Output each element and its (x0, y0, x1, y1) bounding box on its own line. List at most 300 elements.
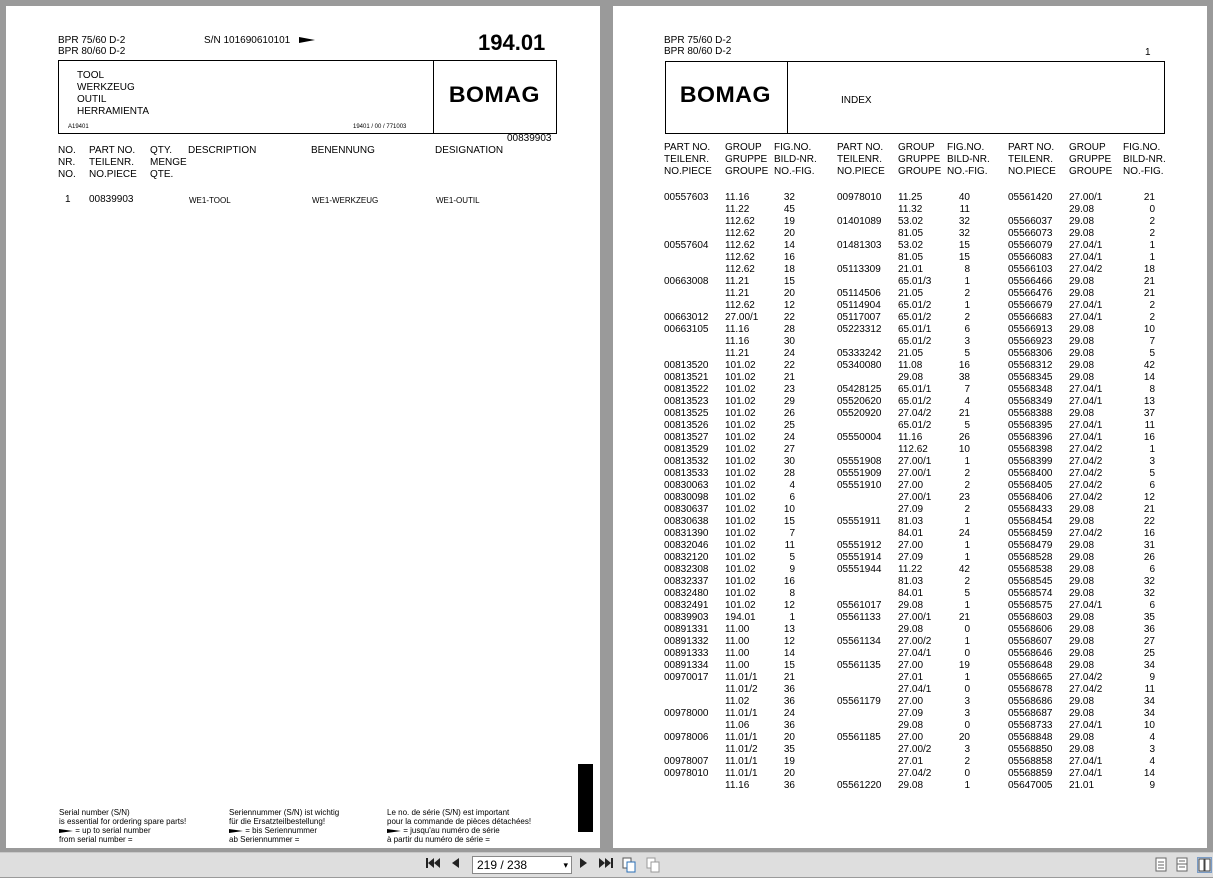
index-group: 11.16 (725, 780, 750, 791)
header-part-de: TEILENR. (89, 157, 135, 168)
index-group: 27.04/1 (1069, 768, 1103, 779)
index-part-no: 05561134 (837, 636, 881, 647)
index-header-group-line: GROUPE (725, 166, 769, 177)
footer-de (229, 808, 339, 844)
index-fig-no: 20 (783, 228, 795, 239)
two-page-view-icon[interactable] (1197, 857, 1212, 873)
page-number: 1 (1145, 47, 1151, 58)
index-group: 27.04/1 (1069, 396, 1103, 407)
index-group: 21.01 (898, 264, 924, 275)
index-fig-no: 1 (964, 552, 970, 563)
index-group: 29.08 (1069, 216, 1095, 227)
index-fig-no: 30 (783, 336, 795, 347)
index-fig-no: 16 (958, 360, 970, 371)
index-fig-no: 7 (1149, 336, 1155, 347)
index-group: 112.62 (725, 216, 755, 227)
index-header-group-line: GROUPE (898, 166, 942, 177)
index-header-part (837, 142, 885, 178)
index-fig-no: 16 (783, 576, 795, 587)
index-fig-no: 11 (959, 204, 970, 215)
index-part-no: 05566923 (1008, 336, 1053, 347)
index-fig-no: 2 (964, 756, 970, 767)
index-part-no: 05568545 (1008, 576, 1053, 587)
arrow-right-icon (387, 829, 401, 833)
index-group: 29.08 (1069, 516, 1095, 527)
index-fig-no: 30 (783, 456, 795, 467)
index-group: 29.08 (1069, 276, 1095, 287)
index-group: 112.62 (725, 300, 755, 311)
header-qty-de: MENGE (150, 157, 187, 168)
index-group: 27.00/1 (898, 456, 932, 467)
index-group: 81.05 (898, 228, 924, 239)
index-part-no: 05551944 (837, 564, 882, 575)
index-group: 29.08 (1069, 648, 1095, 659)
index-header-fig-line: BILD-NR. (1123, 154, 1166, 165)
index-group: 101.02 (725, 420, 756, 431)
footer-de-3 (229, 826, 339, 835)
index-header-fig-line: FIG.NO. (947, 142, 985, 153)
footer-en-4-text: from serial number = (59, 835, 133, 844)
index-fig-no: 1 (964, 600, 970, 611)
footer-de-1: Seriennummer (S/N) ist wichtig (229, 808, 340, 817)
index-fig-no: 21 (958, 612, 970, 623)
index-part-no: 00891334 (664, 660, 709, 671)
index-part-no: 05568538 (1008, 564, 1053, 575)
index-part-no: 00813527 (664, 432, 709, 443)
index-fig-no: 22 (783, 312, 795, 323)
index-fig-no: 10 (783, 504, 795, 515)
index-part-no: 00832046 (664, 540, 709, 551)
index-group: 29.08 (1069, 504, 1095, 515)
index-fig-no: 35 (1143, 612, 1155, 623)
index-group: 53.02 (898, 240, 924, 251)
index-header-group-line: GROUPE (1069, 166, 1113, 177)
index-group: 101.02 (725, 516, 756, 527)
first-page-icon[interactable] (425, 856, 441, 874)
row-part: 00839903 (89, 194, 134, 205)
index-part-no: 05568686 (1008, 696, 1053, 707)
index-header-part-line: NO.PIECE (664, 166, 712, 177)
single-page-view-icon[interactable] (1155, 857, 1169, 873)
index-part-no: 05568399 (1008, 456, 1053, 467)
index-group: 29.08 (1069, 744, 1095, 755)
index-fig-no: 9 (1149, 780, 1155, 791)
index-fig-no: 21 (783, 372, 795, 383)
model-line-2: BPR 80/60 D-2 (664, 46, 732, 57)
footer-de-2: für die Ersatzteilbestellung! (229, 817, 326, 826)
page-number: 194.01 (478, 30, 546, 55)
index-group: 27.04/1 (898, 648, 932, 659)
last-page-icon[interactable] (598, 856, 614, 874)
index-fig-no: 19 (783, 756, 795, 767)
index-part-no: 00813529 (664, 444, 709, 455)
index-fig-no: 15 (958, 252, 970, 263)
index-fig-no: 2 (964, 504, 970, 515)
header-part-fr: NO.PIECE (89, 169, 137, 180)
index-group: 101.02 (725, 588, 756, 599)
index-group: 29.08 (1069, 708, 1095, 719)
index-group: 29.08 (898, 720, 924, 731)
index-fig-no: 2 (1149, 300, 1155, 311)
index-group: 27.00/1 (898, 492, 932, 503)
index-part-no: 00663008 (664, 276, 709, 287)
index-group: 112.62 (725, 252, 755, 263)
row-designation: WE1-OUTIL (436, 196, 480, 205)
index-part-no: 05568454 (1008, 516, 1053, 527)
index-fig-no: 14 (1143, 372, 1155, 383)
index-group: 29.08 (1069, 624, 1095, 635)
index-fig-no: 6 (1149, 480, 1155, 491)
index-group: 27.00 (898, 732, 924, 743)
index-group: 27.04/2 (1069, 480, 1103, 491)
index-group: 29.08 (1069, 360, 1095, 371)
index-fig-no: 36 (1143, 624, 1155, 635)
index-part-no: 05551911 (837, 516, 881, 527)
index-group: 27.00 (898, 480, 924, 491)
index-part-no: 05568646 (1008, 648, 1053, 659)
header-designation: DESIGNATION (435, 145, 504, 156)
index-group: 101.02 (725, 456, 756, 467)
model-line-1: BPR 75/60 D-2 (58, 35, 126, 46)
index-fig-no: 32 (1143, 576, 1155, 587)
index-fig-no: 21 (1143, 276, 1155, 287)
index-part-no: 05568479 (1008, 540, 1053, 551)
index-group: 27.00 (898, 540, 924, 551)
index-part-no: 00978006 (664, 732, 709, 743)
index-part-no: 05566476 (1008, 288, 1053, 299)
index-group: 101.02 (725, 504, 756, 515)
index-header-part-line: NO.PIECE (837, 166, 885, 177)
index-part-no: 00813521 (664, 372, 709, 383)
footer-fr-3 (387, 826, 531, 835)
index-part-no: 05568406 (1008, 492, 1053, 503)
index-part-no: 05561179 (837, 696, 881, 707)
index-group: 11.21 (725, 288, 750, 299)
model-line-1: BPR 75/60 D-2 (664, 35, 732, 46)
index-fig-no: 38 (958, 372, 970, 383)
index-part-no: 05568607 (1008, 636, 1053, 647)
index-fig-no: 14 (783, 240, 795, 251)
header-benennung: BENENNUNG (311, 145, 375, 156)
footer-fr (387, 808, 531, 844)
index-fig-no: 15 (783, 516, 795, 527)
index-group: 101.02 (725, 492, 756, 503)
index-part-no: 05568848 (1008, 732, 1053, 743)
index-group: 27.04/2 (1069, 444, 1103, 455)
index-group: 27.01 (898, 756, 924, 767)
index-fig-no: 19 (783, 216, 795, 227)
index-header-fig (1123, 142, 1166, 178)
header-part (89, 145, 137, 181)
box-code-left: A19401 (68, 124, 89, 130)
index-fig-no: 15 (783, 276, 795, 287)
index-group: 29.08 (898, 624, 924, 635)
index-group: 27.04/2 (1069, 468, 1103, 479)
index-part-no: 05566683 (1008, 312, 1053, 323)
next-page-icon[interactable] (578, 856, 590, 874)
index-fig-no: 3 (964, 744, 970, 755)
index-group: 21.05 (898, 348, 924, 359)
footer-fr-4 (387, 835, 531, 844)
index-group: 101.02 (725, 408, 756, 419)
index-part-no: 05551914 (837, 552, 882, 563)
index-group: 11.22 (725, 204, 750, 215)
title-en: TOOL (77, 70, 105, 81)
index-group: 27.04/2 (1069, 672, 1103, 683)
footer-fr-3-text: = jusqu'au numéro de série (403, 826, 500, 835)
index-fig-no: 3 (1149, 456, 1155, 467)
index-part-no: 00832308 (664, 564, 709, 575)
index-fig-no: 5 (964, 588, 970, 599)
index-fig-no: 24 (958, 528, 970, 539)
index-group: 29.08 (1069, 636, 1095, 647)
index-group: 11.25 (898, 192, 923, 203)
index-part-no: 05568606 (1008, 624, 1053, 635)
index-group: 27.04/2 (1069, 528, 1103, 539)
index-fig-no: 0 (964, 768, 970, 779)
index-fig-no: 34 (1143, 708, 1155, 719)
index-group: 27.09 (898, 708, 924, 719)
index-group: 29.08 (1069, 660, 1095, 671)
index-fig-no: 32 (783, 192, 795, 203)
index-fig-no: 10 (958, 444, 970, 455)
page-number-display: 219 / 238 (477, 858, 528, 872)
index-fig-no: 24 (783, 708, 795, 719)
index-group: 112.62 (898, 444, 928, 455)
index-part-no: 00831390 (664, 528, 709, 539)
index-fig-no: 14 (1143, 768, 1155, 779)
index-group: 101.02 (725, 480, 756, 491)
index-fig-no: 2 (1149, 216, 1155, 227)
index-group: 11.01/1 (725, 768, 758, 779)
index-group: 27.00/1 (725, 312, 759, 323)
index-fig-no: 21 (958, 408, 970, 419)
index-group: 101.02 (725, 396, 756, 407)
index-group: 11.22 (898, 564, 923, 575)
index-group: 11.16 (725, 336, 750, 347)
index-fig-no: 2 (964, 576, 970, 587)
index-group: 27.04/1 (1069, 432, 1103, 443)
index-part-no: 00663012 (664, 312, 709, 323)
index-group: 29.08 (1069, 576, 1095, 587)
index-part-no: 05568405 (1008, 480, 1053, 491)
fit-page-icon[interactable] (646, 857, 660, 873)
footer-de-4 (229, 835, 339, 844)
index-group: 11.21 (725, 348, 750, 359)
index-part-no: 05340080 (837, 360, 882, 371)
viewer-toolbar (0, 852, 1213, 877)
index-part-no: 05566103 (1008, 264, 1053, 275)
index-group: 65.01/2 (898, 420, 932, 431)
index-part-no: 05561420 (1008, 192, 1053, 203)
index-fig-no: 3 (1149, 744, 1155, 755)
index-group: 11.01/2 (725, 684, 758, 695)
index-fig-no: 36 (783, 720, 795, 731)
index-fig-no: 34 (1143, 660, 1155, 671)
index-fig-no: 10 (1143, 324, 1155, 335)
index-fig-no: 26 (1143, 552, 1155, 563)
index-part-no: 05333242 (837, 348, 882, 359)
index-fig-no: 1 (964, 456, 970, 467)
index-part-no: 05568575 (1008, 600, 1053, 611)
index-fig-no: 28 (783, 468, 795, 479)
prev-page-icon[interactable] (449, 856, 461, 874)
index-header-part-line: TEILENR. (1008, 154, 1054, 165)
index-group: 11.00 (725, 636, 750, 647)
index-fig-no: 11 (1144, 684, 1155, 695)
index-part-no: 05568396 (1008, 432, 1053, 443)
index-fig-no: 0 (964, 720, 970, 731)
index-part-no: 05551912 (837, 540, 882, 551)
index-part-no: 00813522 (664, 384, 709, 395)
index-fig-no: 1 (964, 516, 970, 527)
index-fig-no: 3 (964, 696, 970, 707)
index-part-no: 00832120 (664, 552, 709, 563)
index-fig-no: 4 (1149, 732, 1155, 743)
index-part-no: 00830098 (664, 492, 709, 503)
index-part-no: 05561017 (837, 600, 882, 611)
index-fig-no: 37 (1143, 408, 1155, 419)
index-group: 65.01/2 (898, 336, 932, 347)
index-part-no: 05568648 (1008, 660, 1053, 671)
copy-pages-icon[interactable] (622, 857, 636, 873)
header-qty (150, 145, 187, 181)
index-group: 81.03 (898, 576, 924, 587)
index-header-fig-line: BILD-NR. (947, 154, 990, 165)
index-part-no: 00891331 (664, 624, 709, 635)
index-fig-no: 1 (964, 672, 970, 683)
index-part-no: 05568312 (1008, 360, 1053, 371)
index-part-no: 05568603 (1008, 612, 1053, 623)
index-fig-no: 20 (783, 288, 795, 299)
index-group: 11.16 (725, 192, 750, 203)
index-fig-no: 10 (1143, 720, 1155, 731)
header-qty-fr: QTE. (150, 169, 174, 180)
index-fig-no: 40 (958, 192, 970, 203)
index-fig-no: 20 (783, 768, 795, 779)
index-fig-no: 6 (964, 324, 970, 335)
index-group: 27.04/1 (1069, 300, 1103, 311)
index-fig-no: 18 (783, 264, 795, 275)
index-part-no: 00978007 (664, 756, 709, 767)
index-group: 11.06 (725, 720, 750, 731)
index-header-part (1008, 142, 1056, 178)
index-group: 101.02 (725, 576, 756, 587)
header-part-en: PART NO. (89, 145, 136, 156)
index-fig-no: 32 (1143, 588, 1155, 599)
header-description: DESCRIPTION (188, 145, 257, 156)
title-de: WERKZEUG (77, 82, 135, 93)
index-part-no: 00832491 (664, 600, 709, 611)
index-group: 27.04/1 (898, 684, 932, 695)
index-group: 11.00 (725, 648, 750, 659)
index-part-no: 05568574 (1008, 588, 1053, 599)
index-fig-no: 12 (783, 600, 795, 611)
index-fig-no: 35 (783, 744, 795, 755)
index-part-no: 00663105 (664, 324, 709, 335)
index-part-no: 00813523 (664, 396, 709, 407)
serial-number (204, 35, 315, 47)
index-fig-no: 36 (783, 780, 795, 791)
index-group: 29.08 (1069, 288, 1095, 299)
index-group: 27.04/1 (1069, 252, 1103, 263)
index-part-no: 05566079 (1008, 240, 1053, 251)
group-number: 00839903 (507, 133, 552, 144)
index-fig-no: 5 (964, 348, 970, 359)
index-fig-no: 2 (964, 480, 970, 491)
index-tab-marker (578, 764, 593, 832)
index-part-no: 05114506 (837, 288, 881, 299)
continuous-view-icon[interactable] (1176, 857, 1190, 873)
index-fig-no: 0 (964, 624, 970, 635)
index-group: 65.01/1 (898, 324, 932, 335)
index-header-fig-line: NO.-FIG. (947, 166, 988, 177)
index-part-no: 05647005 (1008, 780, 1053, 791)
index-fig-no: 34 (1143, 696, 1155, 707)
bomag-logo: BOMAG (448, 82, 540, 107)
index-group: 27.04/2 (898, 768, 932, 779)
index-group: 101.02 (725, 444, 756, 455)
index-box-divider (787, 61, 788, 134)
index-fig-no: 13 (783, 624, 795, 635)
index-group: 29.08 (1069, 324, 1095, 335)
index-part-no: 05520920 (837, 408, 882, 419)
index-group: 11.01/2 (725, 744, 758, 755)
index-header-fig-line: FIG.NO. (1123, 142, 1161, 153)
footer-en-3-text: = up to serial number (75, 826, 151, 835)
left-document-page (6, 6, 600, 848)
index-fig-no: 9 (1149, 672, 1155, 683)
index-part-no: 05551909 (837, 468, 882, 479)
page-number-select[interactable] (472, 856, 572, 874)
index-group: 11.01/1 (725, 756, 758, 767)
index-group: 27.00 (898, 696, 924, 707)
index-group: 65.01/1 (898, 384, 932, 395)
index-group: 27.00/1 (898, 612, 932, 623)
index-fig-no: 36 (783, 696, 795, 707)
index-group: 101.02 (725, 372, 756, 383)
index-part-no: 00830638 (664, 516, 709, 527)
index-fig-no: 28 (783, 324, 795, 335)
model-line-2: BPR 80/60 D-2 (58, 46, 126, 57)
index-group: 29.08 (1069, 540, 1095, 551)
index-header-part-line: TEILENR. (837, 154, 883, 165)
index-group: 27.09 (898, 504, 924, 515)
index-fig-no: 0 (964, 684, 970, 695)
header-no (58, 145, 76, 181)
index-group: 11.00 (725, 624, 750, 635)
index-header-fig-line: NO.-FIG. (774, 166, 815, 177)
index-fig-no: 5 (789, 552, 795, 563)
index-header-group-line: GROUP (898, 142, 935, 153)
index-fig-no: 23 (783, 384, 795, 395)
index-group: 101.02 (725, 600, 756, 611)
index-group: 29.08 (1069, 336, 1095, 347)
index-part-no: 05566083 (1008, 252, 1053, 263)
index-group: 29.08 (898, 600, 924, 611)
index-group: 11.08 (898, 360, 923, 371)
index-header-group-line: GRUPPE (725, 154, 768, 165)
index-fig-no: 24 (783, 432, 795, 443)
index-group: 29.08 (1069, 372, 1095, 383)
index-part-no: 05568733 (1008, 720, 1053, 731)
index-fig-no: 11 (784, 540, 795, 551)
index-group: 11.16 (898, 432, 923, 443)
index-group: 27.04/1 (1069, 720, 1103, 731)
index-group: 29.08 (1069, 552, 1095, 563)
index-group: 27.04/2 (1069, 456, 1103, 467)
index-part-no: 00557604 (664, 240, 709, 251)
